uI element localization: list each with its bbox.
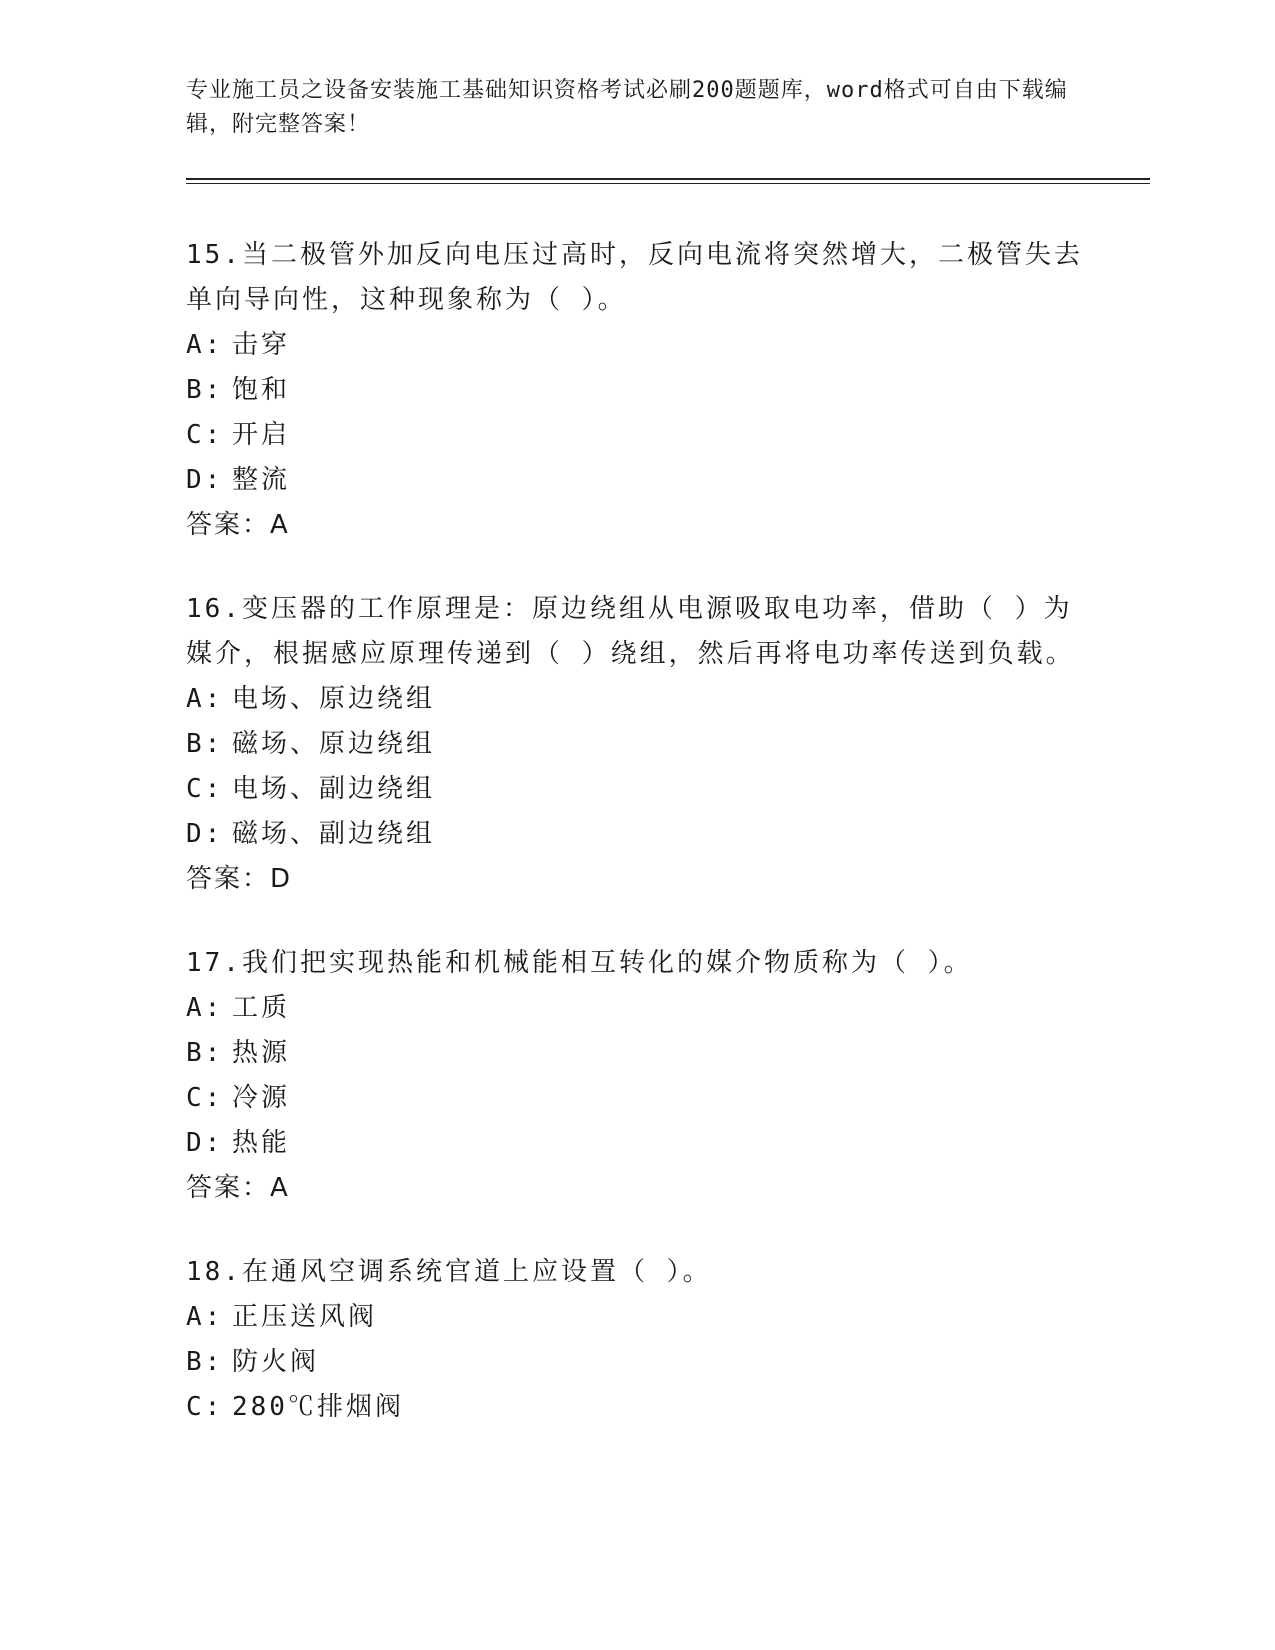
option-text: 工质: [232, 993, 291, 1023]
option-letter: A:: [186, 684, 224, 714]
question-16: [186, 587, 1086, 902]
question-number: 16.: [186, 594, 242, 624]
option-text: 电场、副边绕组: [232, 774, 436, 804]
option-text: 防火阀: [232, 1347, 320, 1377]
option-letter: D:: [186, 819, 224, 849]
answer-line: 答案：A: [186, 1173, 290, 1203]
question-15: [186, 233, 1086, 548]
option-text: 冷源: [232, 1083, 291, 1113]
option-b: [186, 368, 1086, 413]
option-letter: D:: [186, 465, 224, 495]
option-letter: A:: [186, 993, 224, 1023]
option-letter: C:: [186, 1392, 224, 1422]
option-c: [186, 1385, 1086, 1430]
option-a: [186, 323, 1086, 368]
option-d: [186, 458, 1086, 503]
option-a: [186, 986, 1086, 1031]
question-stem: 当二极管外加反向电压过高时，反向电流将突然增大，二极管失去单向导向性，这种现象称为（ ）。: [186, 240, 1083, 315]
question-stem: 在通风空调系统官道上应设置（ ）。: [241, 1257, 712, 1287]
option-text: 饱和: [232, 375, 291, 405]
question-list: [186, 233, 1086, 1469]
option-b: [186, 1031, 1086, 1076]
question-18: [186, 1250, 1086, 1430]
option-d: [186, 1121, 1086, 1166]
question-text: [186, 1250, 1086, 1295]
question-17: [186, 941, 1086, 1211]
option-letter: A:: [186, 330, 224, 360]
option-letter: B:: [186, 375, 224, 405]
option-letter: A:: [186, 1302, 224, 1332]
option-text: 热能: [232, 1128, 291, 1158]
answer-line: 答案：D: [186, 864, 293, 894]
answer-line: 答案：A: [186, 510, 290, 540]
option-text: 电场、原边绕组: [232, 684, 436, 714]
option-text: 整流: [232, 465, 291, 495]
question-text: [186, 941, 1086, 986]
option-text: 开启: [232, 420, 291, 450]
option-letter: B:: [186, 729, 224, 759]
question-text: [186, 233, 1086, 323]
question-stem: 我们把实现热能和机械能相互转化的媒介物质称为（ ）。: [241, 948, 973, 978]
option-d: [186, 812, 1086, 857]
document-header: 专业施工员之设备安装施工基础知识资格考试必刷200题题库，word格式可自由下载编辑，附完整答案！: [186, 78, 1068, 137]
question-stem: 变压器的工作原理是：原边绕组从电源吸取电功率，借助（ ）为媒介，根据感应原理传递到（ ）绕组，然后再将电功率传送到负载。: [186, 594, 1075, 669]
option-text: 磁场、副边绕组: [232, 819, 436, 849]
question-text: [186, 587, 1086, 677]
option-b: [186, 1340, 1086, 1385]
question-number: 15.: [186, 240, 242, 270]
option-c: [186, 413, 1086, 458]
option-text: 正压送风阀: [232, 1302, 378, 1332]
option-b: [186, 722, 1086, 767]
option-letter: C:: [186, 1083, 224, 1113]
header-divider-thick: [186, 178, 1150, 180]
option-text: 击穿: [232, 330, 291, 360]
option-letter: B:: [186, 1038, 224, 1068]
option-a: [186, 677, 1086, 722]
option-letter: C:: [186, 420, 224, 450]
question-number: 18.: [186, 1257, 242, 1287]
option-c: [186, 767, 1086, 812]
option-letter: D:: [186, 1128, 224, 1158]
option-c: [186, 1076, 1086, 1121]
option-letter: B:: [186, 1347, 224, 1377]
header-divider-thin: [186, 183, 1150, 184]
question-number: 17.: [186, 948, 242, 978]
option-text: 热源: [232, 1038, 291, 1068]
option-letter: C:: [186, 774, 224, 804]
option-text: 280℃排烟阀: [232, 1392, 404, 1422]
option-a: [186, 1295, 1086, 1340]
option-text: 磁场、原边绕组: [232, 729, 436, 759]
